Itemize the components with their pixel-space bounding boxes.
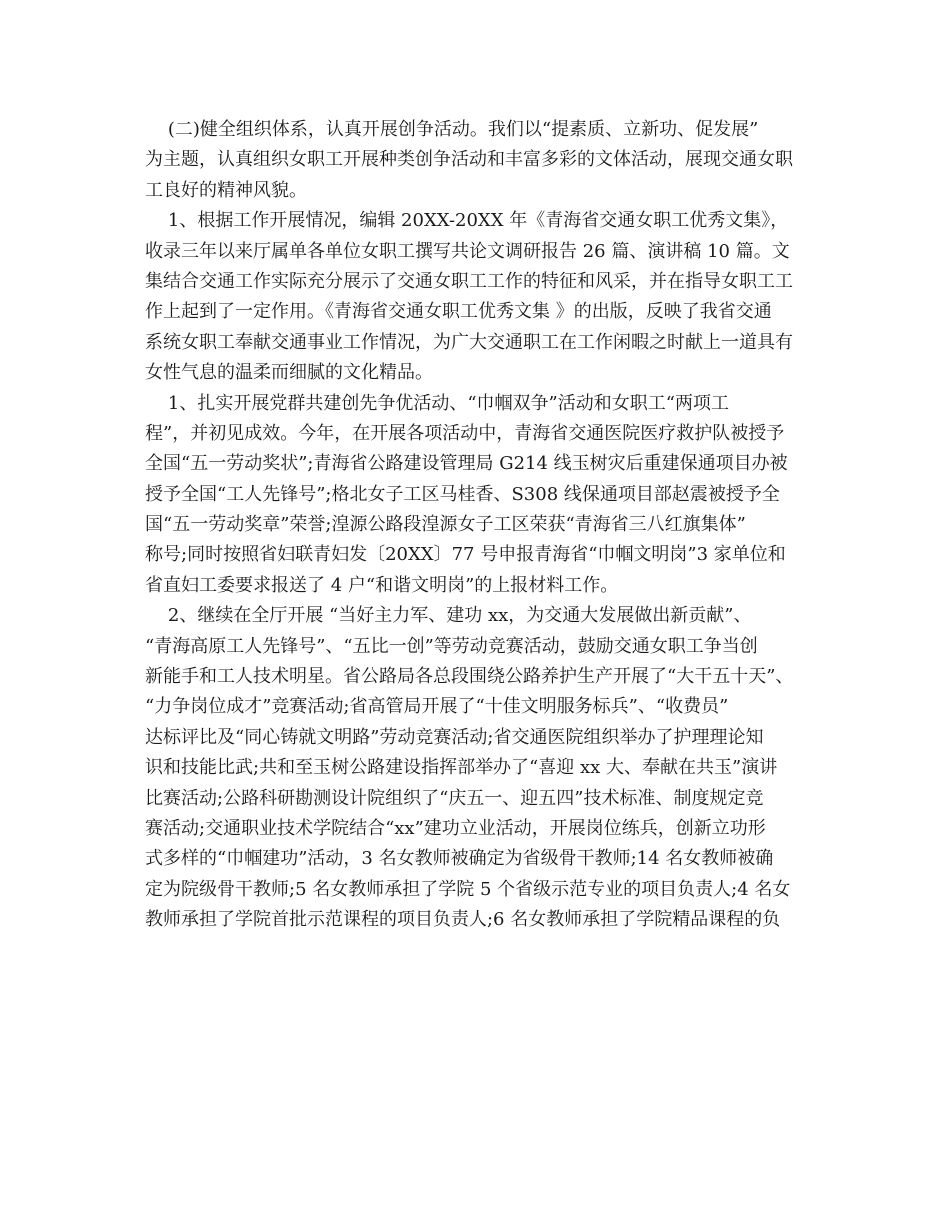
text-line: 集结合交通工作实际充分展示了交通女职工工作的特征和风采，并在指导女职工工 <box>145 270 793 292</box>
text-line: 1、扎实开展党群共建创先争优活动、“巾帼双争”活动和女职工“两项工 <box>145 392 729 414</box>
paragraph-party-building <box>145 389 835 602</box>
text-line: 收录三年以来厅属单各单位女职工撰写共论文调研报告 26 篇、演讲稿 10 篇。文 <box>145 240 790 262</box>
text-line: 式多样的“巾帼建功”活动，3 名女教师被确定为省级骨干教师;14 名女教师被确 <box>145 848 774 870</box>
text-line: 授予全国“工人先锋号”;格北女子工区马桂香、S308 线保通项目部赵震被授予全 <box>145 483 780 505</box>
text-line: “青海高原工人先锋号”、“五比一创”等劳动竞赛活动，鼓励交通女职工争当创 <box>145 635 758 657</box>
text-line: 2、继续在全厅开展 “当好主力军、建功 xx，为交通大发展做出新贡献”、 <box>145 605 752 627</box>
text-line: 1、根据工作开展情况，编辑 20XX-20XX 年《青海省交通女职工优秀文集》， <box>145 210 789 232</box>
text-line: 为主题，认真组织女职工开展种类创争活动和丰富多彩的文体活动，展现交通女职 <box>145 149 793 171</box>
text-line: 教师承担了学院首批示范课程的项目负责人;6 名女教师承担了学院精品课程的负 <box>145 909 781 931</box>
text-line: 省直妇工委要求报送了 4 户“和谐文明岗”的上报材料工作。 <box>145 574 619 596</box>
text-line: “力争岗位成才”竞赛活动;省高管局开展了“十佳文明服务标兵”、“收费员” <box>145 696 729 718</box>
text-line: 国“五一劳动奖章”荣誉;湟源公路段湟源女子工区荣获“青海省三八红旗集体” <box>145 514 746 536</box>
text-line: (二)健全组织体系，认真开展创争活动。我们以“提素质、立新功、促发展” <box>145 119 759 140</box>
text-line: 程”，并初见成效。今年，在开展各项活动中，青海省交通医院医疗救护队被授予 <box>145 422 785 444</box>
text-line: 工良好的精神风貌。 <box>145 179 307 201</box>
text-line: 达标评比及“同心铸就文明路”劳动竞赛活动;省交通医院组织举办了护理理论知 <box>145 726 764 748</box>
paragraph-organization-system <box>145 115 835 206</box>
text-line: 全国“五一劳动奖状”;青海省公路建设管理局 G214 线玉树灾后重建保通项目办被 <box>145 453 788 475</box>
paragraph-labor-competition <box>145 601 835 935</box>
text-line: 系统女职工奉献交通事业工作情况，为广大交通职工在工作闲暇之时献上一道具有 <box>145 331 793 353</box>
text-line: 称号;同时按照省妇联青妇发〔20XX〕77 号申报青海省“巾帼文明岗”3 家单位和 <box>145 544 786 566</box>
text-line: 比赛活动;公路科研勘测设计院组织了“庆五一、迎五四”技术标准、制度规定竞 <box>145 787 764 809</box>
text-line: 女性气息的温柔而细腻的文化精品。 <box>145 362 433 384</box>
text-line: 定为院级骨干教师;5 名女教师承担了学院 5 个省级示范专业的项目负责人;4 名女 <box>145 878 791 900</box>
text-line: 新能手和工人技术明星。省公路局各总段围绕公路养护生产开展了“大干五十天”、 <box>145 666 794 688</box>
text-line: 识和技能比武;共和至玉树公路建设指挥部举办了“喜迎 xx 大、奉献在共玉”演讲 <box>145 757 778 779</box>
text-line: 作上起到了一定作用。《青海省交通女职工优秀文集 》的出版，反映了我省交通 <box>145 301 772 323</box>
text-line: 赛活动;交通职业技术学院结合“xx”建功立业活动，开展岗位练兵，创新立功形 <box>145 817 766 839</box>
paragraph-anthology <box>145 206 835 388</box>
document-body <box>145 115 835 936</box>
